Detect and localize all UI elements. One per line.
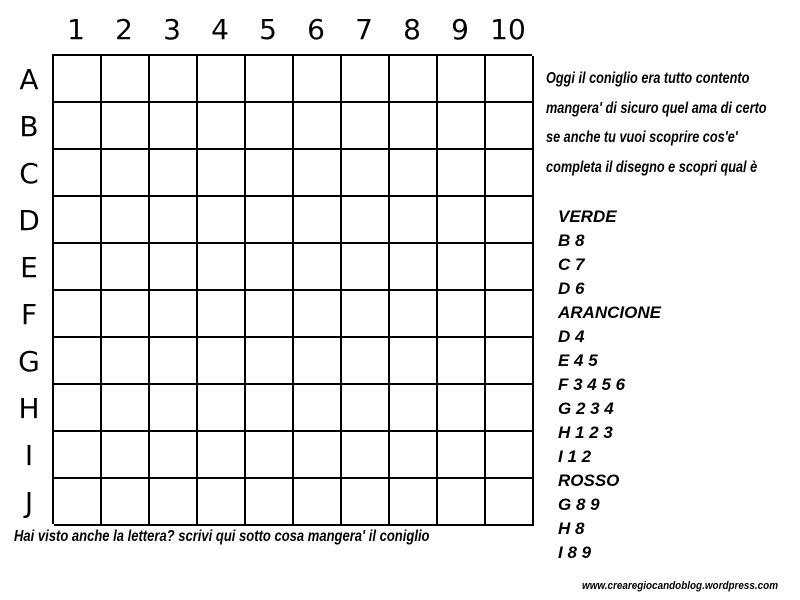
column-header: 8	[403, 13, 421, 46]
grid-cell-H9[interactable]	[438, 385, 486, 432]
grid-cell-I10[interactable]	[486, 432, 534, 479]
row-header: D	[18, 204, 40, 237]
grid-cell-E5[interactable]	[246, 244, 294, 291]
grid-cell-C3[interactable]	[150, 150, 198, 197]
grid-cell-E10[interactable]	[486, 244, 534, 291]
grid-cell-H4[interactable]	[198, 385, 246, 432]
grid-cell-B2[interactable]	[102, 103, 150, 150]
grid-cell-I9[interactable]	[438, 432, 486, 479]
row-header: J	[24, 486, 34, 519]
grid-cell-E3[interactable]	[150, 244, 198, 291]
grid-cell-C10[interactable]	[486, 150, 534, 197]
instruction-line: I 8 9	[558, 543, 592, 562]
grid-cell-B9[interactable]	[438, 103, 486, 150]
row-header: E	[20, 251, 38, 284]
grid-cell-A1[interactable]	[54, 56, 102, 103]
coloring-grid[interactable]	[52, 54, 532, 524]
row-header: I	[24, 439, 34, 472]
grid-cell-E8[interactable]	[390, 244, 438, 291]
grid-cell-B4[interactable]	[198, 103, 246, 150]
grid-cell-J4[interactable]	[198, 479, 246, 526]
grid-cell-H2[interactable]	[102, 385, 150, 432]
grid-cell-A5[interactable]	[246, 56, 294, 103]
grid-cell-D1[interactable]	[54, 197, 102, 244]
poem-line: mangera' di sicuro quel ama di certo	[546, 99, 767, 117]
grid-cell-D7[interactable]	[342, 197, 390, 244]
instruction-line: F 3 4 5 6	[558, 375, 626, 394]
footer-question: Hai visto anche la lettera? scrivi qui sotto cosa mangera' il coniglio	[14, 528, 430, 545]
column-header: 6	[307, 13, 325, 46]
row-header: G	[18, 345, 40, 378]
poem-line: Oggi il coniglio era tutto contento	[546, 70, 750, 87]
column-header: 1	[67, 13, 85, 46]
row-header: H	[18, 392, 40, 425]
instruction-line: B 8	[558, 231, 585, 250]
grid-cell-H7[interactable]	[342, 385, 390, 432]
grid-cell-J7[interactable]	[342, 479, 390, 526]
grid-cell-A8[interactable]	[390, 56, 438, 103]
grid-cell-A9[interactable]	[438, 56, 486, 103]
grid-cell-J10[interactable]	[486, 479, 534, 526]
grid-cell-E1[interactable]	[54, 244, 102, 291]
grid-cell-B6[interactable]	[294, 103, 342, 150]
grid-cell-A3[interactable]	[150, 56, 198, 103]
grid-cell-H10[interactable]	[486, 385, 534, 432]
color-instructions	[558, 205, 788, 565]
column-header: 10	[490, 13, 526, 46]
grid-cell-D4[interactable]	[198, 197, 246, 244]
grid-cell-F3[interactable]	[150, 291, 198, 338]
grid-cell-D9[interactable]	[438, 197, 486, 244]
grid-cell-B7[interactable]	[342, 103, 390, 150]
instruction-line: E 4 5	[558, 351, 598, 370]
instruction-line: H 8	[558, 519, 585, 538]
column-header: 5	[259, 13, 277, 46]
instruction-line: C 7	[558, 255, 585, 274]
grid-cell-B10[interactable]	[486, 103, 534, 150]
grid-cell-I6[interactable]	[294, 432, 342, 479]
grid-cell-H8[interactable]	[390, 385, 438, 432]
column-header: 9	[451, 13, 469, 46]
grid-cell-C2[interactable]	[102, 150, 150, 197]
row-header: F	[20, 298, 38, 331]
grid-cell-D10[interactable]	[486, 197, 534, 244]
instruction-line: D 6	[558, 279, 585, 298]
instruction-line: G 8 9	[558, 495, 600, 514]
grid-cell-C6[interactable]	[294, 150, 342, 197]
grid-cell-I2[interactable]	[102, 432, 150, 479]
instruction-line: H 1 2 3	[558, 423, 613, 442]
grid-cell-F5[interactable]	[246, 291, 294, 338]
grid-cell-G5[interactable]	[246, 338, 294, 385]
grid-cell-H3[interactable]	[150, 385, 198, 432]
poem-line: completa il disegno e scopri qual è	[546, 158, 758, 176]
grid-cell-I4[interactable]	[198, 432, 246, 479]
grid-cell-E7[interactable]	[342, 244, 390, 291]
grid-cell-G2[interactable]	[102, 338, 150, 385]
grid-cell-J6[interactable]	[294, 479, 342, 526]
grid-cell-F2[interactable]	[102, 291, 150, 338]
grid-cell-G9[interactable]	[438, 338, 486, 385]
grid-cell-I7[interactable]	[342, 432, 390, 479]
grid-cell-C9[interactable]	[438, 150, 486, 197]
poem-text	[546, 64, 767, 182]
grid-cell-J3[interactable]	[150, 479, 198, 526]
instruction-line: I 1 2	[558, 447, 592, 466]
grid-cell-B8[interactable]	[390, 103, 438, 150]
grid-cell-I5[interactable]	[246, 432, 294, 479]
instruction-line: G 2 3 4	[558, 399, 614, 418]
grid-cell-D6[interactable]	[294, 197, 342, 244]
grid-cell-D8[interactable]	[390, 197, 438, 244]
grid-cell-E2[interactable]	[102, 244, 150, 291]
grid-cell-A2[interactable]	[102, 56, 150, 103]
grid-cell-C7[interactable]	[342, 150, 390, 197]
grid-cell-D2[interactable]	[102, 197, 150, 244]
instruction-line: VERDE	[558, 207, 617, 226]
grid-cell-G7[interactable]	[342, 338, 390, 385]
grid-cell-G6[interactable]	[294, 338, 342, 385]
grid-cell-J1[interactable]	[54, 479, 102, 526]
grid-cell-A4[interactable]	[198, 56, 246, 103]
grid-cell-G1[interactable]	[54, 338, 102, 385]
grid-cell-G8[interactable]	[390, 338, 438, 385]
column-header: 3	[163, 13, 181, 46]
grid-cell-J2[interactable]	[102, 479, 150, 526]
grid-cell-H1[interactable]	[54, 385, 102, 432]
grid-cell-E9[interactable]	[438, 244, 486, 291]
grid-cell-C8[interactable]	[390, 150, 438, 197]
grid-cell-B3[interactable]	[150, 103, 198, 150]
row-header: C	[19, 157, 39, 190]
grid-cell-C5[interactable]	[246, 150, 294, 197]
grid-cell-D3[interactable]	[150, 197, 198, 244]
grid-cell-J8[interactable]	[390, 479, 438, 526]
grid-cell-A6[interactable]	[294, 56, 342, 103]
grid-cell-F8[interactable]	[390, 291, 438, 338]
grid-cell-G3[interactable]	[150, 338, 198, 385]
instruction-line: ARANCIONE	[558, 303, 661, 322]
grid-cell-I1[interactable]	[54, 432, 102, 479]
grid-cell-F4[interactable]	[198, 291, 246, 338]
grid-cell-F1[interactable]	[54, 291, 102, 338]
instruction-line: ROSSO	[558, 471, 620, 490]
grid-cell-E6[interactable]	[294, 244, 342, 291]
grid-cell-I3[interactable]	[150, 432, 198, 479]
poem-line: se anche tu vuoi scoprire cos'e'	[546, 129, 738, 146]
grid-cell-D5[interactable]	[246, 197, 294, 244]
column-header: 2	[115, 13, 133, 46]
row-header: A	[19, 63, 39, 96]
grid-cell-A10[interactable]	[486, 56, 534, 103]
grid-cell-H5[interactable]	[246, 385, 294, 432]
grid-cell-A7[interactable]	[342, 56, 390, 103]
grid-cell-G4[interactable]	[198, 338, 246, 385]
grid-cell-J9[interactable]	[438, 479, 486, 526]
grid-cell-C1[interactable]	[54, 150, 102, 197]
column-header: 7	[355, 13, 373, 46]
grid-cell-J5[interactable]	[246, 479, 294, 526]
grid-cell-F6[interactable]	[294, 291, 342, 338]
grid-cell-H6[interactable]	[294, 385, 342, 432]
grid-cell-F9[interactable]	[438, 291, 486, 338]
grid-cell-F10[interactable]	[486, 291, 534, 338]
grid-cell-B5[interactable]	[246, 103, 294, 150]
grid-cell-F7[interactable]	[342, 291, 390, 338]
grid-cell-C4[interactable]	[198, 150, 246, 197]
grid-cell-I8[interactable]	[390, 432, 438, 479]
grid-cell-E4[interactable]	[198, 244, 246, 291]
row-header: B	[19, 110, 39, 143]
website-url: www.crearegiocandoblog.wordpress.com	[582, 580, 779, 592]
instruction-line: D 4	[558, 327, 585, 346]
grid-cell-G10[interactable]	[486, 338, 534, 385]
grid-cell-B1[interactable]	[54, 103, 102, 150]
column-header: 4	[211, 13, 229, 46]
